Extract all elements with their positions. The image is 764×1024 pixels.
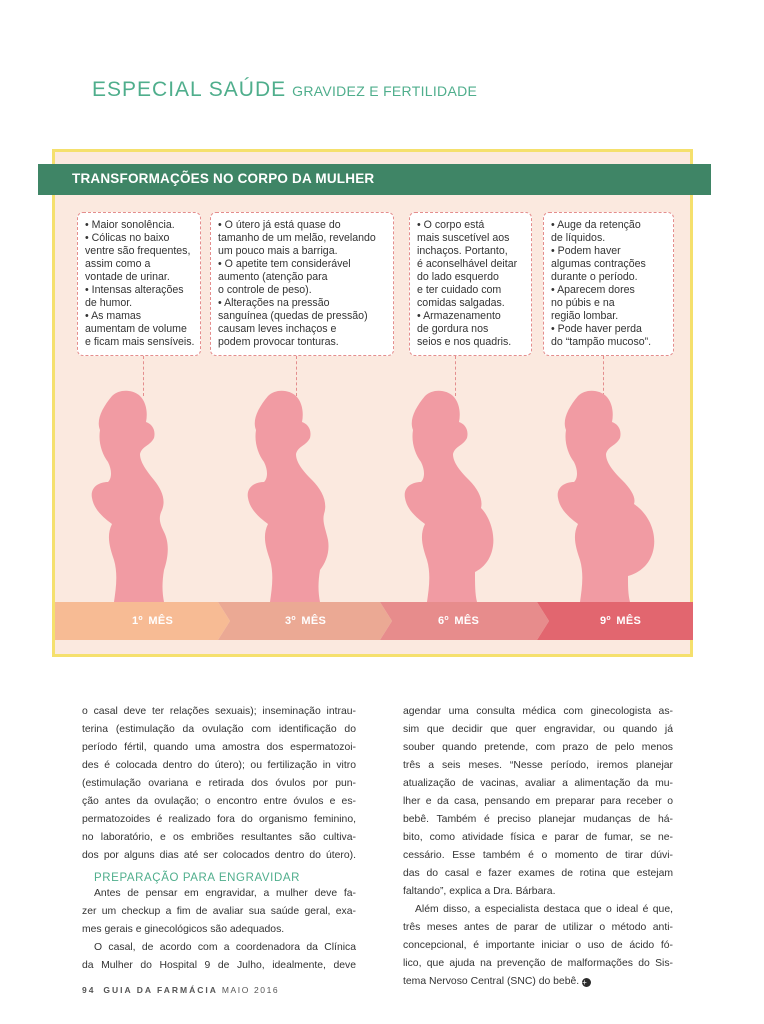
note-line: do lado esquerdo xyxy=(417,271,499,283)
note-line: o controle de peso). xyxy=(218,284,312,296)
pregnant-woman-month-9-icon xyxy=(550,390,665,602)
silhouette-shape xyxy=(558,391,655,602)
silhouette-shape xyxy=(405,391,494,602)
note-line: • As mamas xyxy=(85,310,142,322)
note-line: e ter cuidado com xyxy=(417,284,502,296)
note-line: região lombar. xyxy=(551,310,619,322)
left-column-text xyxy=(82,703,356,865)
text-line: (estimulação ovariana e retirada dos óvulos por pun- xyxy=(82,778,356,789)
note-line: • Maior sonolência. xyxy=(85,219,175,231)
subhead-preparation: PREPARAÇÃO PARA ENGRAVIDAR xyxy=(94,872,301,884)
text-line: três meses antes de parar de utilizar o método anti- xyxy=(403,922,673,933)
note-line: do “tampão mucoso”. xyxy=(551,336,652,348)
note-line: aumentam de volume xyxy=(85,323,187,335)
note-line: seios e nos quadris. xyxy=(417,336,512,348)
note-line: podem provocar tonturas. xyxy=(218,336,339,348)
note-line: e ficam mais sensíveis. xyxy=(85,336,195,348)
note-line: no púbis e na xyxy=(551,297,615,309)
note-line: • Aparecem dores xyxy=(551,284,635,296)
text-line: o casal deve ter relações sexuais); inseminação intrau- xyxy=(82,706,356,717)
text-line: zer um checkup a fim de avaliar sua saúde geral, exa- xyxy=(82,906,356,917)
note-line: mais suscetível aos xyxy=(417,232,510,244)
note-line: causam leves inchaços e xyxy=(218,323,337,335)
note-line: algumas contrações xyxy=(551,258,646,270)
text-line: no laboratório, e os embriões resultantes são cultiva- xyxy=(82,832,356,843)
text-line: bito, como atividade física e parar de fumar, se ne- xyxy=(403,832,673,843)
text-line: dos por alguns dias até ser colocados dentro do útero). xyxy=(82,850,356,861)
note-line: inchaços. Portanto, xyxy=(417,245,508,257)
text-line: sim que decidir que quer engravidar, ou quando já xyxy=(403,724,673,735)
note-line: • Intensas alterações xyxy=(85,284,184,296)
section-subtitle: GRAVIDEZ E FERTILIDADE xyxy=(292,83,478,99)
pregnant-woman-month-6-icon xyxy=(397,390,507,602)
note-month-9 xyxy=(543,212,674,356)
note-line: durante o período. xyxy=(551,271,638,283)
text-line: cessário. Esse também é o momento de tirar dúvi- xyxy=(403,850,673,861)
note-line: aumento (atenção para xyxy=(218,271,328,283)
note-line: um pouco mais a barriga. xyxy=(218,245,338,257)
note-line: • Alterações na pressão xyxy=(218,297,330,309)
section-header xyxy=(92,78,477,102)
infographic-title: TRANSFORMAÇÕES NO CORPO DA MULHER xyxy=(72,171,375,186)
text-line: des é colocada dentro do útero); ou fertilização in vitro xyxy=(82,760,356,771)
note-line: vontade de urinar. xyxy=(85,271,170,283)
note-line: ventre são frequentes, xyxy=(85,245,191,257)
note-line: de gordura nos xyxy=(417,323,489,335)
text-line: das do casal e fazer exames de rotina que estejam xyxy=(403,868,673,879)
note-line: • O corpo está xyxy=(417,219,485,231)
text-line: concepcional, é importante iniciar o uso de ácido fó- xyxy=(403,940,673,951)
text-line: mes gerais e ginecológicos são adequados. xyxy=(82,924,285,935)
note-line: é aconselhável deitar xyxy=(417,258,518,270)
text-line: souber quando pretende, com prazo de pelo menos xyxy=(403,742,673,753)
publication-name: GUIA DA FARMÁCIA xyxy=(103,985,218,995)
month-3-label: 3$^o$ MÊS xyxy=(285,615,327,627)
pregnant-woman-month-1-icon xyxy=(84,390,194,602)
infographic-banner xyxy=(38,164,711,195)
note-line: • Cólicas no baixo xyxy=(85,232,170,244)
silhouette-shape xyxy=(248,391,329,602)
left-column-text-2 xyxy=(82,885,356,975)
right-column-text xyxy=(403,703,673,991)
note-line: sanguínea (quedas de pressão) xyxy=(218,310,368,322)
month-9-label: 9$^o$ MÊS xyxy=(600,615,642,627)
text-line: período fértil, quando uma amostra dos espermatozoi- xyxy=(82,742,356,753)
note-line: de humor. xyxy=(85,297,133,309)
text-line: lher e da casa, pensando em preparar para receber o xyxy=(403,796,673,807)
text-line: atualização de vacinas, avaliar a alimentação da mu- xyxy=(403,778,673,789)
note-line: assim como a xyxy=(85,258,151,270)
text-line: lico, que ajuda na prevenção de malformações do Sis- xyxy=(403,958,673,969)
note-month-1 xyxy=(77,212,201,356)
pregnant-woman-month-3-icon xyxy=(240,390,350,602)
note-line: • O útero já está quase do xyxy=(218,219,341,231)
note-line: • Armazenamento xyxy=(417,310,501,322)
note-line: • O apetite tem considerável xyxy=(218,258,351,270)
note-line: tamanho de um melão, revelando xyxy=(218,232,376,244)
note-line: • Pode haver perda xyxy=(551,323,642,335)
text-line: terina (estimulação da ovulação com identificação do xyxy=(82,724,356,735)
text-line: da Mulher do Hospital 9 de Julho, idealmente, deve xyxy=(82,960,356,971)
text-line: permatozoides é realizado fora do organismo feminino, xyxy=(82,814,356,825)
text-line: Além disso, a especialista destaca que o ideal é que, xyxy=(415,904,673,915)
text-line: tema Nervoso Central (SNC) do bebê. xyxy=(403,976,580,987)
end-of-article-icon: + xyxy=(582,978,591,987)
note-month-6 xyxy=(409,212,532,356)
text-line: três a seis meses. “Nesse período, iremos planejar xyxy=(403,760,673,771)
text-line: agendar uma consulta médica com ginecologista as- xyxy=(403,706,673,717)
text-line-last xyxy=(403,973,673,991)
page-footer xyxy=(82,985,279,995)
text-line: Antes de pensar em engravidar, a mulher deve fa- xyxy=(94,888,356,899)
section-title: ESPECIAL SAÚDE xyxy=(92,78,287,101)
text-line: bebê. Também é preciso planejar mudanças de há- xyxy=(403,814,673,825)
silhouette-shape xyxy=(92,391,168,602)
text-line: ção antes da ovulação; o encontro entre óvulos e es- xyxy=(82,796,356,807)
note-month-3 xyxy=(210,212,394,356)
month-6-label: 6$^o$ MÊS xyxy=(438,615,480,627)
text-line: O casal, de acordo com a coordenadora da Clínica xyxy=(94,942,356,953)
note-line: • Podem haver xyxy=(551,245,621,257)
note-line: comidas salgadas. xyxy=(417,297,505,309)
issue-date: MAIO 2016 xyxy=(221,985,280,995)
note-line: • Auge da retenção xyxy=(551,219,641,231)
note-line: de líquidos. xyxy=(551,232,606,244)
text-line: faltando”, explica a Dra. Bárbara. xyxy=(403,886,556,897)
month-1-label: 1$^o$ MÊS xyxy=(132,615,174,627)
page-number: 94 xyxy=(82,985,96,995)
